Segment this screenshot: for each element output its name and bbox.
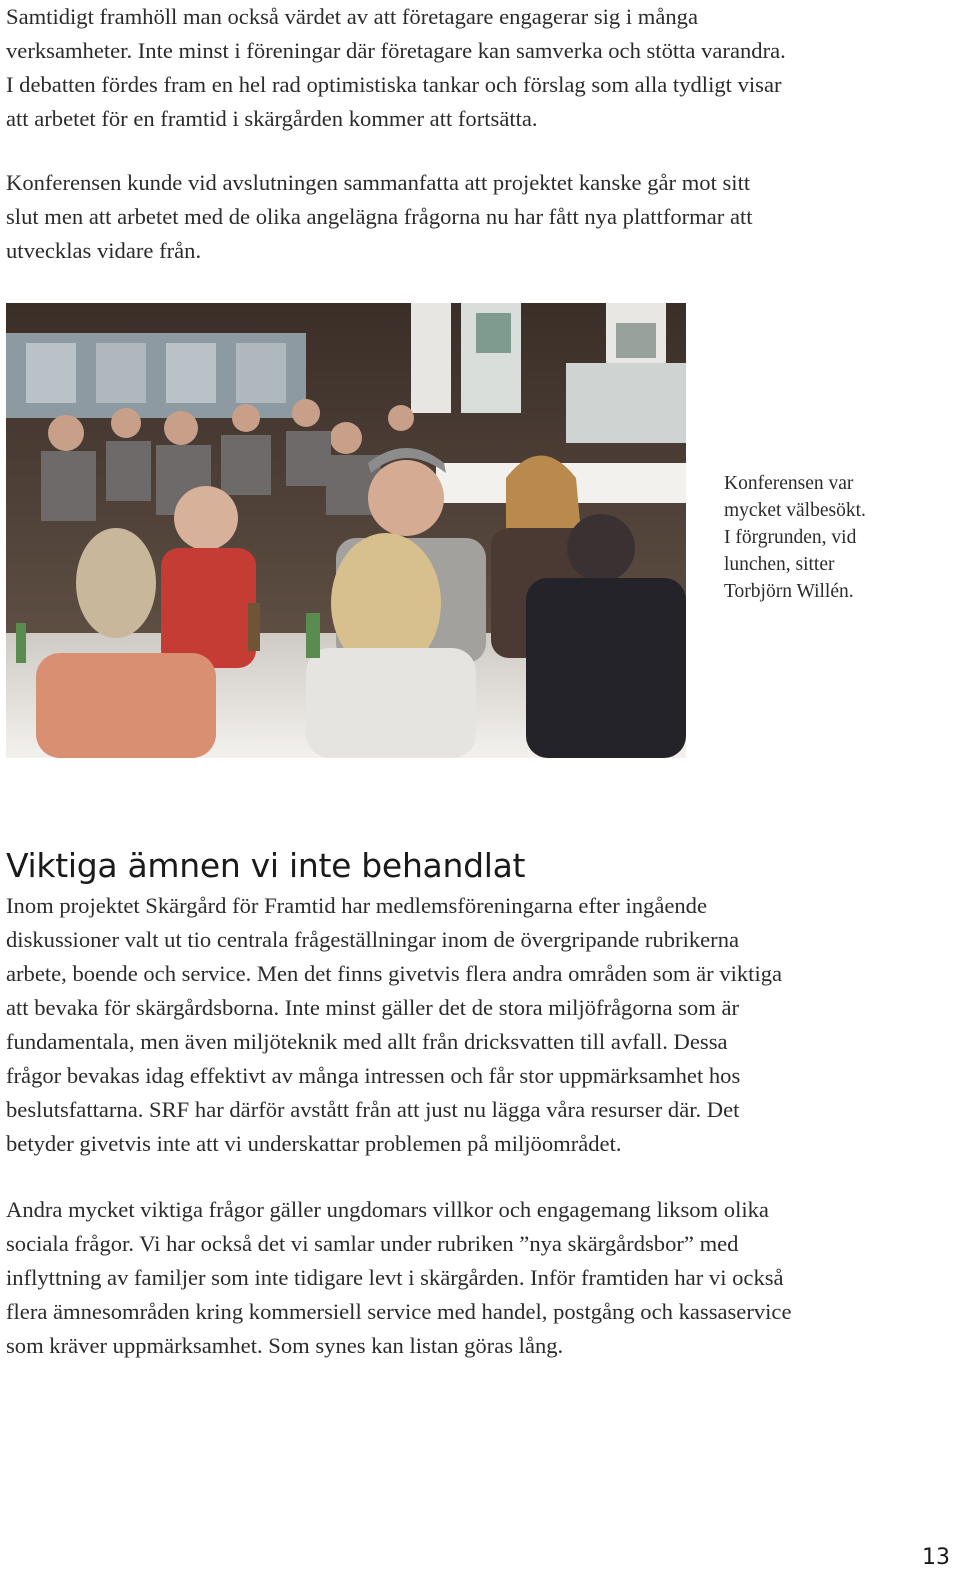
section-paragraph-2 — [6, 1193, 951, 1363]
text-line: betyder givetvis inte att vi underskattar problemen på miljöområdet. — [6, 1131, 622, 1156]
text-line: sociala frågor. Vi har också det vi samlar under rubriken ”nya skärgårdsbor” med — [6, 1231, 739, 1256]
text-line: att bevaka för skärgårdsborna. Inte minst gäller det de stora miljöfrågorna som är — [6, 995, 740, 1020]
text-line: att arbetet för en framtid i skärgården kommer att fortsätta. — [6, 106, 538, 131]
text-line: Inom projektet Skärgård för Framtid har medlemsföreningarna efter ingående — [6, 893, 707, 918]
intro-paragraph — [6, 0, 951, 136]
caption-line: I förgrunden, vid — [724, 527, 857, 548]
text-line: beslutsfattarna. SRF har därför avstått från att just nu lägga våra resurser där. Det — [6, 1097, 740, 1122]
text-line: flera ämnesområden kring kommersiell service med handel, postgång och kassaservice — [6, 1299, 792, 1324]
text-line: inflyttning av familjer som inte tidigare levt i skärgården. Inför framtiden har vi också — [6, 1265, 784, 1290]
photo-caption — [724, 470, 944, 605]
text-line: som kräver uppmärksamhet. Som synes kan listan göras lång. — [6, 1333, 564, 1358]
page-number: 13 — [922, 1545, 950, 1570]
text-line: Konferensen kunde vid avslutningen sammanfatta att projektet kanske går mot sitt — [6, 170, 751, 195]
text-line: I debatten fördes fram en hel rad optimistiska tankar och förslag som alla tydligt visar — [6, 72, 782, 97]
caption-line: Konferensen var — [724, 473, 854, 494]
text-line: Andra mycket viktiga frågor gäller ungdomars villkor och engagemang liksom olika — [6, 1197, 769, 1222]
section-heading: Viktiga ämnen vi inte behandlat — [6, 846, 526, 885]
conference-lunch-photo — [6, 303, 686, 758]
text-line: utvecklas vidare från. — [6, 238, 202, 263]
section-paragraph-1 — [6, 889, 951, 1161]
text-line: slut men att arbetet med de olika angelägna frågorna nu har fått nya plattformar att — [6, 204, 753, 229]
text-line: Samtidigt framhöll man också värdet av att företagare engagerar sig i många — [6, 4, 698, 29]
caption-line: lunchen, sitter — [724, 554, 835, 575]
caption-line: mycket välbesökt. — [724, 500, 866, 521]
text-line: diskussioner valt ut tio centrala frågeställningar inom de övergripande rubrikerna — [6, 927, 740, 952]
text-line: fundamentala, men även miljöteknik med allt från dricksvatten till avfall. Dessa — [6, 1029, 728, 1054]
text-line: verksamheter. Inte minst i föreningar där företagare kan samverka och stötta varandra. — [6, 38, 786, 63]
text-line: frågor bevakas idag effektivt av många intressen och får stor uppmärksamhet hos — [6, 1063, 741, 1088]
text-line: arbete, boende och service. Men det finns givetvis flera andra områden som är viktiga — [6, 961, 783, 986]
caption-line: Torbjörn Willén. — [724, 581, 854, 602]
conference-paragraph — [6, 166, 951, 268]
